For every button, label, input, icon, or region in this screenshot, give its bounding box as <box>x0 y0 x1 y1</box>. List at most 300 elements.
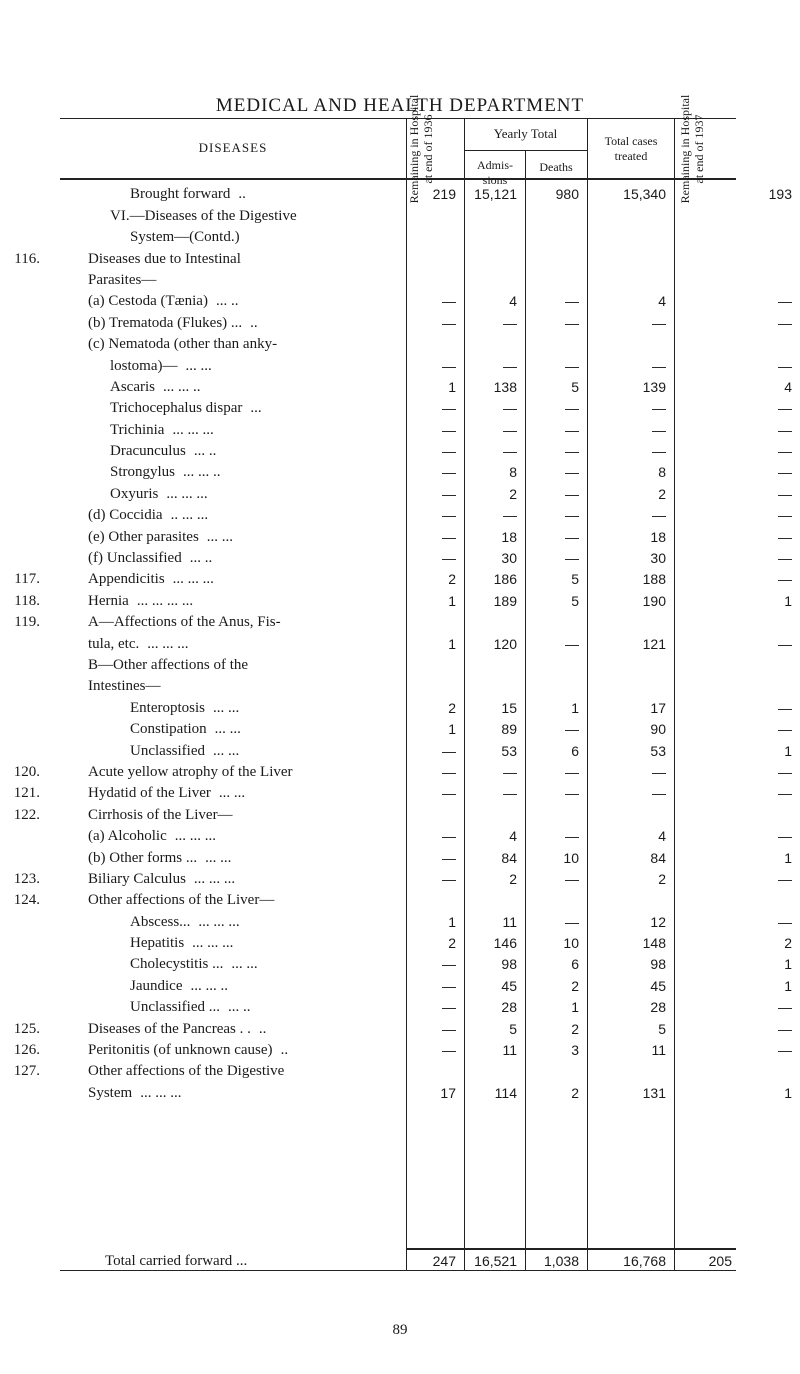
table-row <box>0 334 800 355</box>
remaining-start-value: — <box>442 742 456 759</box>
remaining-start-value: — <box>442 357 456 374</box>
row-number: 117. <box>14 571 40 588</box>
deaths-value: 2 <box>571 977 579 994</box>
remaining-start-value: — <box>442 314 456 331</box>
remaining-end-value <box>674 612 800 633</box>
leader-dots: ... ... <box>213 699 240 716</box>
remaining-end-value: — <box>778 785 792 802</box>
remaining-end-value <box>674 205 800 226</box>
deaths-value: — <box>565 443 579 460</box>
disease-label: B—Other affections of the <box>88 656 249 673</box>
disease-label: Biliary Calculus <box>88 870 186 887</box>
row-number: 125. <box>13 1020 40 1037</box>
total-cases-value: — <box>652 507 666 524</box>
deaths-value: — <box>565 528 579 545</box>
remaining-start-value <box>406 270 464 291</box>
remaining-end-value <box>674 804 800 825</box>
header-remaining-end: Remaining in Hospital at end of 1937 <box>678 94 706 204</box>
remaining-start-value <box>406 612 464 633</box>
disease-label: Hernia <box>88 592 129 609</box>
admissions-value: 186 <box>493 571 517 588</box>
disease-label: (d) Coccidia <box>88 507 163 524</box>
table-row <box>0 697 800 718</box>
remaining-start-value: — <box>442 785 456 802</box>
total-cases-value <box>587 270 674 291</box>
leader-dots: ... ... ... <box>192 935 234 952</box>
disease-label: A—Affections of the Anus, Fis- <box>88 614 281 631</box>
remaining-start-value <box>406 1061 464 1082</box>
total-cases-value: 28 <box>650 999 666 1016</box>
table-row <box>0 740 800 761</box>
remaining-start-value: — <box>442 507 456 524</box>
table-row <box>0 377 800 398</box>
row-number: 118. <box>14 592 40 609</box>
remaining-end-value: — <box>778 464 792 481</box>
header-top-rule <box>60 118 736 119</box>
deaths-value: — <box>565 828 579 845</box>
remaining-start-value: 2 <box>448 571 456 588</box>
admissions-value: 18 <box>501 528 517 545</box>
disease-label: Peritonitis (of unknown cause) <box>88 1042 273 1059</box>
deaths-value <box>525 248 587 269</box>
disease-label: Diseases of the Pancreas . . <box>88 1020 251 1037</box>
leader-dots: ... ... <box>212 742 240 759</box>
deaths-value: 2 <box>571 1020 579 1037</box>
deaths-value: — <box>565 400 579 417</box>
disease-label: Intestines— <box>88 678 161 695</box>
remaining-end-value: — <box>778 507 792 524</box>
remaining-end-value: — <box>778 485 792 502</box>
leader-dots: ... .. <box>189 550 213 567</box>
deaths-value <box>525 612 587 633</box>
deaths-value: — <box>565 763 579 780</box>
remaining-start-value <box>406 227 464 248</box>
table-row <box>0 933 800 954</box>
table-row <box>0 419 800 440</box>
disease-label: VI.—Diseases of the Digestive <box>110 207 297 224</box>
total-cases-value: — <box>652 357 666 374</box>
header-bottom-rule <box>60 178 736 180</box>
disease-label: System <box>88 1084 133 1101</box>
deaths-value <box>525 205 587 226</box>
remaining-end-value <box>674 655 800 676</box>
remaining-end-value: — <box>778 1042 792 1059</box>
admissions-value <box>464 205 525 226</box>
total-cases-value: 11 <box>651 1042 666 1059</box>
table-row <box>0 441 800 462</box>
disease-label: System—(Contd.) <box>130 229 240 246</box>
admissions-value: — <box>503 507 517 524</box>
admissions-value: 5 <box>509 1020 517 1037</box>
disease-label: Unclassified <box>130 742 205 759</box>
deaths-value: — <box>565 550 579 567</box>
remaining-start-value: — <box>442 828 456 845</box>
table-row <box>0 676 800 697</box>
remaining-start-value: 2 <box>448 935 456 952</box>
leader-dots: ... ... ... <box>172 421 214 438</box>
leader-dots: .. <box>280 1042 289 1059</box>
header-yearly-total: Yearly Total <box>493 126 558 141</box>
leader-dots: ... ... <box>231 956 258 973</box>
remaining-start-value <box>406 655 464 676</box>
deaths-value <box>525 227 587 248</box>
disease-label: (f) Unclassified <box>88 550 182 567</box>
remaining-end-value: — <box>778 314 792 331</box>
disease-label: Appendicitis <box>88 571 165 588</box>
admissions-value <box>464 804 525 825</box>
leader-dots: ... ... <box>206 528 234 545</box>
admissions-value: 53 <box>501 742 517 759</box>
admissions-value: 4 <box>509 293 517 310</box>
disease-label: Trichinia <box>110 421 165 438</box>
total-start: 247 <box>432 1253 456 1270</box>
leader-dots: ... ... ... ... <box>136 592 194 609</box>
total-cases-value <box>587 676 674 697</box>
deaths-value: — <box>565 421 579 438</box>
table-row <box>0 762 800 783</box>
remaining-end-value: 1 <box>784 592 792 609</box>
header-admissions: Admis- sions <box>477 158 513 187</box>
leader-dots: ... ... ... <box>166 485 208 502</box>
disease-label: Unclassified ... <box>130 999 220 1016</box>
admissions-value <box>464 227 525 248</box>
disease-label: Other affections of the Digestive <box>88 1063 285 1080</box>
admissions-value: 89 <box>501 721 517 738</box>
leader-dots: .. <box>250 314 258 331</box>
total-cases-value: 45 <box>650 977 666 994</box>
deaths-value: — <box>565 635 579 652</box>
leader-dots: .. ... ... <box>170 507 209 524</box>
remaining-start-value: 17 <box>440 1084 456 1101</box>
table-row <box>0 890 800 911</box>
leader-dots: ... <box>250 400 262 417</box>
remaining-start-value: — <box>442 1020 456 1037</box>
table-row <box>0 1018 800 1039</box>
remaining-end-value: — <box>778 913 792 930</box>
disease-label: Enteroptosis <box>130 699 205 716</box>
total-cases-value: 90 <box>650 721 666 738</box>
deaths-value <box>525 334 587 355</box>
total-cases-value: 12 <box>650 913 666 930</box>
admissions-value: — <box>503 443 517 460</box>
admissions-value <box>464 676 525 697</box>
table-row <box>0 954 800 975</box>
table-row <box>0 612 800 633</box>
remaining-end-value: 1 <box>784 956 792 973</box>
admissions-value: 45 <box>501 977 517 994</box>
remaining-end-value: 193 <box>768 186 792 203</box>
total-deaths: 1,038 <box>543 1253 579 1270</box>
admissions-value: — <box>503 785 517 802</box>
remaining-start-value <box>406 205 464 226</box>
total-cases-value <box>587 248 674 269</box>
total-cases-value: 98 <box>650 956 666 973</box>
remaining-start-value <box>406 676 464 697</box>
leader-dots: ... ... ... <box>193 870 236 887</box>
total-rule <box>406 1248 736 1250</box>
remaining-start-value: — <box>442 870 456 887</box>
admissions-value: — <box>503 763 517 780</box>
table-row <box>0 270 800 291</box>
deaths-value: 1 <box>571 699 579 716</box>
leader-dots: .. <box>238 186 246 203</box>
admissions-value <box>464 890 525 911</box>
deaths-value <box>525 804 587 825</box>
remaining-end-value: — <box>778 635 792 652</box>
total-cases-value: 139 <box>642 378 666 395</box>
disease-label: Oxyuris <box>110 485 159 502</box>
remaining-start-value: 1 <box>448 913 456 930</box>
deaths-value: 1 <box>571 999 579 1016</box>
table-row <box>0 312 800 333</box>
table-row <box>0 1040 800 1061</box>
total-cases-value: 2 <box>658 870 666 887</box>
total-cases-value: 17 <box>650 699 666 716</box>
remaining-start-value <box>406 804 464 825</box>
deaths-value: 5 <box>571 592 579 609</box>
table-row <box>0 398 800 419</box>
table-row <box>0 847 800 868</box>
admissions-value: 146 <box>493 935 517 952</box>
remaining-start-value: 1 <box>448 721 456 738</box>
remaining-start-value: 219 <box>432 186 456 203</box>
deaths-value: — <box>565 913 579 930</box>
deaths-value: — <box>565 357 579 374</box>
total-row <box>0 1251 800 1272</box>
remaining-end-value: — <box>778 400 792 417</box>
admissions-value: 28 <box>501 999 517 1016</box>
admissions-value: 189 <box>493 592 517 609</box>
total-cases-value <box>587 1061 674 1082</box>
total-cases-value <box>587 612 674 633</box>
remaining-end-value: — <box>778 421 792 438</box>
remaining-end-value <box>674 248 800 269</box>
table-row <box>0 462 800 483</box>
disease-label: tula, etc. <box>88 635 140 652</box>
remaining-start-value: — <box>442 464 456 481</box>
total-cases-value <box>587 655 674 676</box>
table-row <box>0 590 800 611</box>
total-cases-value <box>587 205 674 226</box>
admissions-value: 30 <box>501 550 517 567</box>
admissions-value <box>464 334 525 355</box>
deaths-value <box>525 1061 587 1082</box>
admissions-value: 2 <box>509 870 517 887</box>
remaining-end-value: — <box>778 550 792 567</box>
remaining-start-value: — <box>442 443 456 460</box>
total-label: Total carried forward <box>105 1253 233 1270</box>
disease-label: Hepatitis <box>130 935 185 952</box>
table-row <box>0 483 800 504</box>
remaining-start-value: — <box>442 421 456 438</box>
disease-label: (b) Trematoda (Flukes) ... <box>88 314 243 331</box>
disease-label: (b) Other forms ... <box>88 849 198 866</box>
deaths-value <box>525 270 587 291</box>
table-row <box>0 569 800 590</box>
remaining-start-value: — <box>442 956 456 973</box>
admissions-value: — <box>503 400 517 417</box>
total-cases-value: — <box>652 785 666 802</box>
disease-label: lostoma)— <box>110 357 178 374</box>
admissions-value: 4 <box>509 828 517 845</box>
table-row <box>0 655 800 676</box>
remaining-start-value: — <box>442 400 456 417</box>
total-cases-value: — <box>652 443 666 460</box>
header-deaths: Deaths <box>539 160 573 174</box>
admissions-value <box>464 1061 525 1082</box>
table-row <box>0 633 800 654</box>
remaining-start-value: 1 <box>448 635 456 652</box>
table-row <box>0 548 800 569</box>
remaining-end-value: — <box>778 357 792 374</box>
page-title: MEDICAL AND HEALTH DEPARTMENT <box>215 95 585 116</box>
remaining-start-value: — <box>442 550 456 567</box>
remaining-end-value: — <box>778 528 792 545</box>
remaining-end-value: — <box>778 999 792 1016</box>
disease-label: (a) Alcoholic <box>88 828 167 845</box>
total-cases-value <box>587 334 674 355</box>
table-row <box>0 291 800 312</box>
leader-dots: ... ... .. <box>163 378 201 395</box>
total-cases-value: — <box>652 400 666 417</box>
total-cases-value: 4 <box>658 828 666 845</box>
admissions-value: 15,121 <box>474 186 517 203</box>
leader-dots: ... ... ... <box>140 1084 182 1101</box>
total-cases-value <box>587 804 674 825</box>
leader-dots: ... ... ... <box>172 571 214 588</box>
disease-label: Constipation <box>130 721 207 738</box>
disease-label: Abscess... <box>130 913 191 930</box>
admissions-value: 114 <box>494 1084 517 1101</box>
admissions-value: — <box>503 421 517 438</box>
remaining-end-value: — <box>778 699 792 716</box>
remaining-end-value <box>674 890 800 911</box>
admissions-value: 2 <box>509 485 517 502</box>
deaths-value: 3 <box>571 1042 579 1059</box>
deaths-value: — <box>565 314 579 331</box>
disease-label: Other affections of the Liver— <box>88 892 275 909</box>
total-end: 205 <box>708 1253 732 1270</box>
disease-label: Trichocephalus dispar <box>110 400 243 417</box>
total-cases: 16,768 <box>623 1253 666 1270</box>
table-row <box>0 355 800 376</box>
deaths-value: 5 <box>571 571 579 588</box>
deaths-value: 6 <box>571 956 579 973</box>
admissions-value: 138 <box>493 378 517 395</box>
total-cases-value: 5 <box>658 1020 666 1037</box>
remaining-start-value <box>406 890 464 911</box>
table-row <box>0 1061 800 1082</box>
deaths-value: — <box>565 721 579 738</box>
disease-label: (a) Cestoda (Tænia) <box>88 293 208 310</box>
remaining-start-value <box>406 334 464 355</box>
remaining-end-value: — <box>778 721 792 738</box>
total-cases-value <box>587 227 674 248</box>
table-row <box>0 184 800 205</box>
disease-label: Strongylus <box>110 464 176 481</box>
deaths-value <box>525 676 587 697</box>
disease-label: (c) Nematoda (other than anky- <box>88 336 278 353</box>
admissions-value: 84 <box>501 849 517 866</box>
disease-label: Hydatid of the Liver <box>88 785 211 802</box>
total-cases-value: 4 <box>658 293 666 310</box>
admissions-value <box>464 612 525 633</box>
row-number: 126. <box>13 1042 40 1059</box>
page-number: 89 <box>392 1322 408 1338</box>
deaths-value: — <box>565 464 579 481</box>
admissions-value <box>464 270 525 291</box>
remaining-start-value: — <box>442 528 456 545</box>
total-cases-value: — <box>652 314 666 331</box>
table-row <box>0 826 800 847</box>
deaths-value: 10 <box>563 849 579 866</box>
row-number: 124. <box>13 892 40 909</box>
admissions-value <box>464 248 525 269</box>
remaining-start-value: — <box>442 999 456 1016</box>
total-cases-value <box>587 890 674 911</box>
disease-table <box>0 184 800 1104</box>
remaining-end-value: 4 <box>784 378 792 395</box>
disease-label: (e) Other parasites <box>88 528 199 545</box>
table-row <box>0 205 800 226</box>
total-cases-value: 188 <box>642 571 666 588</box>
admissions-value: — <box>503 314 517 331</box>
admissions-value: 15 <box>501 699 517 716</box>
total-cases-value: 84 <box>650 849 666 866</box>
table-row <box>0 526 800 547</box>
remaining-end-value: — <box>778 870 792 887</box>
admissions-value: 8 <box>509 464 517 481</box>
disease-label: Cirrhosis of the Liver— <box>88 806 233 823</box>
row-number: 127. <box>13 1063 40 1080</box>
leader-dots: ... .. <box>215 293 239 310</box>
table-row <box>0 911 800 932</box>
table-row <box>0 783 800 804</box>
total-dots: ... <box>235 1253 248 1270</box>
row-number: 122. <box>13 806 40 823</box>
leader-dots: ... ... <box>214 721 241 738</box>
admissions-value: 98 <box>501 956 517 973</box>
remaining-end-value: — <box>778 1020 792 1037</box>
remaining-start-value: 2 <box>448 699 456 716</box>
deaths-value: — <box>565 507 579 524</box>
remaining-start-value <box>406 248 464 269</box>
deaths-value: 10 <box>563 935 579 952</box>
remaining-end-value: 1 <box>784 849 792 866</box>
disease-label: Dracunculus <box>110 443 186 460</box>
remaining-start-value: — <box>442 485 456 502</box>
leader-dots: ... ... <box>205 849 232 866</box>
table-row <box>0 248 800 269</box>
deaths-value: 980 <box>555 186 579 203</box>
disease-label: Jaundice <box>130 977 183 994</box>
table-row <box>0 227 800 248</box>
table-row <box>0 869 800 890</box>
leader-dots: ... ... .. <box>183 464 221 481</box>
leader-dots: ... ... ... <box>147 635 189 652</box>
total-admissions: 16,521 <box>474 1253 517 1270</box>
row-number: 121. <box>13 785 40 802</box>
remaining-end-value <box>674 270 800 291</box>
remaining-end-value: 1 <box>784 1084 792 1101</box>
remaining-end-value: — <box>778 763 792 780</box>
remaining-start-value: — <box>442 1042 456 1059</box>
total-cases-value: 8 <box>658 464 666 481</box>
disease-label: Parasites— <box>88 271 157 288</box>
total-row-table <box>0 1251 800 1272</box>
total-cases-value: — <box>652 421 666 438</box>
deaths-value <box>525 655 587 676</box>
